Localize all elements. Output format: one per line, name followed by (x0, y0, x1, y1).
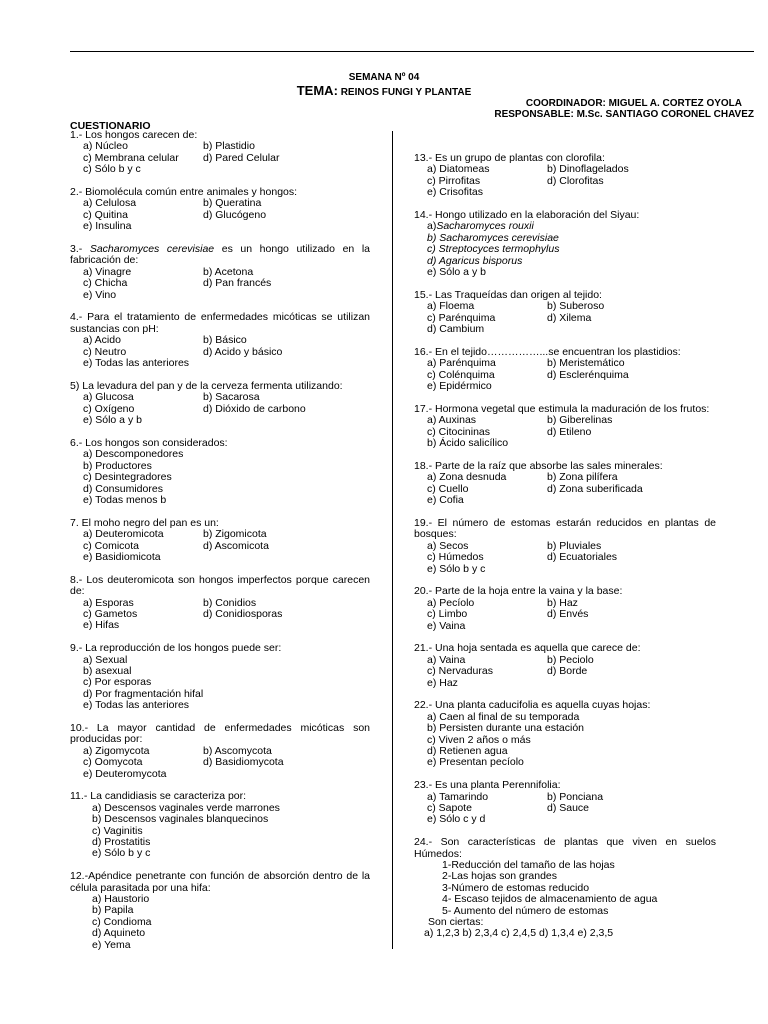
question (414, 837, 716, 940)
option: d) Esclerénquima (547, 368, 629, 381)
option: d) Agaricus bisporus (427, 254, 523, 267)
option: a) Haustorio (92, 893, 150, 906)
tema-value: REINOS FUNGI Y PLANTAE (340, 87, 472, 98)
option-row (70, 552, 370, 563)
option: e) Presentan pecíolo (427, 756, 524, 769)
question-text: 4.- Para el tratamiento de enfermedades micóticas se utilizan sustancias con pH: (70, 311, 370, 335)
option-row (414, 381, 716, 392)
option: a) Diatomeas (427, 163, 490, 176)
option: b) Meristemático (547, 357, 625, 370)
option: e) Vino (83, 288, 117, 301)
option: a) Zona desnuda (427, 471, 507, 484)
option: d) Conidiosporas (203, 607, 283, 620)
option: e) Hifas (83, 619, 120, 632)
option: c) Colénquima (427, 368, 495, 381)
option-row (70, 495, 370, 506)
option: d) Etileno (547, 425, 592, 438)
option-row (414, 666, 716, 677)
question (414, 290, 716, 336)
option: b) Sacarosa (203, 391, 260, 404)
top-rule (70, 51, 754, 52)
option: c) Pirrofitas (427, 174, 481, 187)
question (414, 643, 716, 689)
question (70, 643, 370, 711)
option: a) Celulosa (83, 197, 137, 210)
statement: 5- Aumento del número de estomas (442, 904, 609, 917)
option: c) Membrana celular (83, 151, 179, 164)
option-row (70, 290, 370, 301)
question (70, 187, 370, 233)
question-text: 19.- El número de estomas estarán reducidos en plantas de bosques: (414, 516, 716, 541)
option: b) Sacharomyces cerevisiae (427, 231, 559, 244)
column-divider (392, 131, 393, 949)
option: e) Deuteromycota (83, 767, 167, 780)
option: b) Ponciana (547, 790, 604, 803)
option-row (414, 415, 716, 426)
option: e) Insulina (83, 220, 132, 233)
option: e) Epidérmico (427, 380, 492, 393)
question-text: 9.- La reproducción de los hongos puede ser: (70, 642, 282, 655)
option: a) Pecíolo (427, 596, 475, 609)
option: b) Peciolo (547, 653, 594, 666)
option: c) Neutro (83, 345, 127, 358)
question-text: 15.- Las Traqueídas dan origen al tejido: (414, 288, 602, 301)
option: a) Vaina (427, 653, 466, 666)
option-row (70, 940, 370, 951)
option: d) Por fragmentación hifal (83, 687, 204, 700)
option: c) Sólo b y c (83, 163, 141, 176)
option-row (414, 621, 716, 632)
option: a) Sexual (83, 653, 128, 666)
option: b) Pluviales (547, 539, 602, 552)
option-row (414, 472, 716, 483)
question-text-species: Sacharomyces cerevisiae (89, 243, 215, 256)
option: a) Deuteromicota (83, 528, 164, 541)
question (414, 153, 716, 199)
option: d) Pan francés (203, 277, 272, 290)
question (70, 312, 370, 369)
question-text: 22.- Una planta caducifolia es aquella cuyas hojas: (414, 699, 651, 712)
option-row (414, 814, 716, 825)
option-row (414, 678, 716, 689)
option: c) Parénquima (427, 311, 496, 324)
option-row (70, 164, 370, 175)
option: b) Zona pilífera (547, 471, 618, 484)
option: a) Esporas (83, 596, 134, 609)
question (70, 438, 370, 506)
option: e) Todas menos b (83, 493, 167, 506)
option: b) Persisten durante una estación (427, 722, 585, 735)
option-row (414, 495, 716, 506)
option: d) Xilema (547, 311, 592, 324)
option-row (70, 449, 370, 460)
option-row (414, 358, 716, 369)
option: b) Conidios (203, 596, 257, 609)
question-text: 21.- Una hoja sentada es aquella que carece de: (414, 642, 641, 655)
option: b) Ascomycota (203, 744, 272, 757)
option-row (414, 267, 716, 278)
option: b) Plastidio (203, 140, 255, 153)
option-row (414, 552, 716, 563)
option: c) Viven 2 años o más (427, 733, 531, 746)
option: c) Chicha (83, 277, 128, 290)
option: a) Parénquima (427, 357, 496, 370)
option: e) Sólo a y b (427, 266, 486, 279)
question-text: 7. El moho negro del pan es un: (70, 516, 219, 529)
option: b) Queratina (203, 197, 262, 210)
option: d) Zona suberificada (547, 482, 643, 495)
question (70, 518, 370, 564)
option: d) Ecuatoriales (547, 551, 618, 564)
option-row (414, 723, 716, 734)
tema-key: TEMA: (296, 83, 338, 98)
option-row (414, 438, 716, 449)
option: b) Productores (83, 459, 152, 472)
question-text: 14.- Hongo utilizado en la elaboración del Siyau: (414, 209, 640, 222)
question-text: 23.- Es una planta Perennifolia: (414, 779, 561, 792)
option-row (70, 335, 370, 346)
question-text: 18.- Parte de la raíz que absorbe las sales minerales: (414, 459, 663, 472)
option: b) asexual (83, 664, 132, 677)
option-row (414, 244, 716, 255)
question (414, 586, 716, 632)
option: b) Haz (547, 596, 578, 609)
option: d) Retienen agua (427, 744, 508, 757)
option: e) Sólo b y c (427, 562, 486, 575)
option: e) Todas las anteriores (83, 357, 190, 370)
option: d) Dióxido de carbono (203, 402, 306, 415)
option: c) Oomycota (83, 756, 143, 769)
option: d) Aquineto (92, 927, 146, 940)
question (414, 210, 716, 278)
question-text: 20.- Parte de la hoja entre la vaina y la base: (414, 585, 623, 598)
option: e) Sólo a y b (83, 414, 142, 427)
option: d) Glucógeno (203, 208, 267, 221)
option: d) Pared Celular (203, 151, 280, 164)
question (70, 381, 370, 427)
option: d) Clorofitas (547, 174, 604, 187)
statement: Son ciertas: (428, 916, 484, 929)
statement: 1-Reducción del tamaño de las hojas (442, 859, 615, 872)
option: a) Auxinas (427, 414, 477, 427)
question-text: 1.- Los hongos carecen de: (70, 129, 198, 141)
option: d) Acido y básico (203, 345, 283, 358)
option: e) Haz (427, 676, 458, 689)
semana-heading: SEMANA Nº 04 (348, 72, 420, 83)
option: c) Limbo (427, 608, 468, 621)
option: a) Caen al final de su temporada (427, 710, 580, 723)
option: b) Papila (92, 904, 134, 917)
option: c) Comicota (83, 539, 140, 552)
option: a) (427, 220, 437, 233)
question-text: 5) La levadura del pan y de la cerveza fermenta utilizando: (70, 379, 343, 392)
option-row (414, 564, 716, 575)
option: c) Sapote (427, 802, 472, 814)
option-row (414, 609, 716, 620)
question-text: 24.- Son características de plantas que viven en suelos Húmedos: (414, 836, 716, 860)
option: c) Húmedos (427, 551, 484, 564)
left-column (70, 130, 370, 962)
option: a) Descomponedores (83, 448, 184, 461)
coordinador-line: COORDINADOR: MIGUEL A. CORTEZ OYOLA (525, 98, 742, 109)
option-row (70, 472, 370, 483)
question (70, 723, 370, 780)
question (414, 518, 716, 575)
option: e) Vaina (427, 619, 466, 632)
option: a) Secos (427, 539, 469, 552)
question-text: 16.- En el tejido……………...se encuentran los plastidios: (414, 345, 681, 358)
option: b) Básico (203, 334, 247, 347)
question-text: 11.- La candidiasis se caracteriza por: (70, 790, 247, 803)
option: a) Glucosa (83, 391, 134, 404)
option: d) Basidiomycota (203, 756, 284, 769)
option: b) Suberoso (547, 300, 605, 313)
question-text: 10.- La mayor cantidad de enfermedades micóticas son producidas por: (70, 721, 370, 746)
tema-heading (0, 83, 768, 98)
option: c) Cuello (427, 482, 469, 495)
option-row (70, 769, 370, 780)
statement: 3-Número de estomas reducido (442, 881, 590, 894)
option: Sacharomyces rouxii (436, 220, 534, 233)
option: c) Quitina (83, 208, 128, 221)
question (414, 404, 716, 450)
option-row (414, 187, 716, 198)
option: d) Ascomicota (203, 539, 269, 552)
statement: 2-Las hojas son grandes (442, 870, 557, 883)
question-text: 17.- Hormona vegetal que estimula la maduración de los frutos: (414, 402, 710, 415)
question-text: 12.-Apéndice penetrante con función de absorción dentro de la célula parasitada por una hifa: (70, 870, 370, 894)
option: b) Ácido salicílico (427, 437, 509, 450)
option: c) Citocininas (427, 425, 491, 438)
option: c) Vaginitis (92, 824, 143, 837)
responsable-line: RESPONSABLE: M.Sc. SANTIAGO CORONEL CHAVEZ (494, 109, 754, 120)
option: c) Por esporas (83, 676, 152, 689)
option: e) Cofia (427, 494, 464, 507)
option-row (70, 757, 370, 768)
option-row (70, 814, 370, 825)
question (70, 244, 370, 301)
question (414, 347, 716, 393)
option-row (70, 415, 370, 426)
question (70, 791, 370, 859)
option: d) Envés (547, 608, 589, 621)
option: c) Oxígeno (83, 402, 135, 415)
option-row (70, 620, 370, 631)
option-row (70, 700, 370, 711)
option: e) Sólo c y d (427, 813, 486, 826)
cuestionario-heading: CUESTIONARIO (70, 120, 151, 132)
option: d) Consumidores (83, 482, 163, 495)
question (70, 575, 370, 632)
option-row (70, 278, 370, 289)
question-text-pre: 3.- (70, 243, 90, 256)
statement: 4- Escaso tejidos de almacenamiento de agua (442, 893, 658, 906)
option: a) Descensos vaginales verde marrones (92, 801, 280, 814)
option: c) Desintegradores (83, 471, 172, 484)
question (70, 130, 370, 176)
option-row (414, 301, 716, 312)
option: e) Todas las anteriores (83, 699, 190, 712)
question-text: 8.- Los deuteromicota son hongos imperfectos porque carecen de: (70, 573, 370, 598)
option: a) Tamarindo (427, 790, 489, 803)
option: b) Zigomicota (203, 528, 267, 541)
option-row (70, 221, 370, 232)
question-text (70, 244, 370, 267)
option: e) Basidiomicota (83, 550, 161, 563)
option: c) Nervaduras (427, 665, 493, 678)
option: e) Crisofitas (427, 186, 484, 199)
question (70, 871, 370, 951)
answer-options: a) 1,2,3 b) 2,3,4 c) 2,4,5 d) 1,3,4 e) 2,3,5 (424, 927, 614, 940)
option: d) Sauce (547, 802, 590, 814)
option: d) Cambium (427, 323, 485, 336)
option: c) Condioma (92, 915, 152, 928)
question (414, 461, 716, 507)
option-row (414, 324, 716, 335)
question-text-post: es un hongo utilizado en la fabricación de: (70, 243, 370, 267)
option: b) Descensos vaginales blanquecinos (92, 813, 269, 826)
option: b) Giberelinas (547, 414, 613, 427)
option: a) Floema (427, 300, 475, 313)
question (414, 700, 716, 768)
option: c) Streptocyces termophylus (427, 243, 560, 256)
option-row (414, 757, 716, 768)
option: c) Gametos (83, 607, 138, 620)
option-row (70, 848, 370, 859)
option-row (70, 928, 370, 939)
option: d) Borde (547, 665, 588, 678)
option: b) Acetona (203, 265, 254, 278)
option-row (70, 392, 370, 403)
question-text: 2.- Biomolécula común entre animales y hongos: (70, 186, 298, 199)
option: a) Núcleo (83, 140, 128, 153)
question (414, 780, 716, 826)
option: e) Sólo b y c (92, 847, 151, 860)
question-text: 13.- Es un grupo de plantas con clorofila: (414, 152, 605, 164)
option: a) Zigomycota (83, 744, 150, 757)
option: b) Dinoflagelados (547, 163, 629, 176)
question-text: 6.- Los hongos son considerados: (70, 436, 228, 449)
option-row (70, 529, 370, 540)
option: a) Acido (83, 334, 121, 347)
option-row (70, 358, 370, 369)
right-column (414, 153, 716, 951)
option: e) Yema (92, 938, 131, 951)
option: a) Vinagre (83, 265, 132, 278)
option: d) Prostatitis (92, 836, 151, 849)
